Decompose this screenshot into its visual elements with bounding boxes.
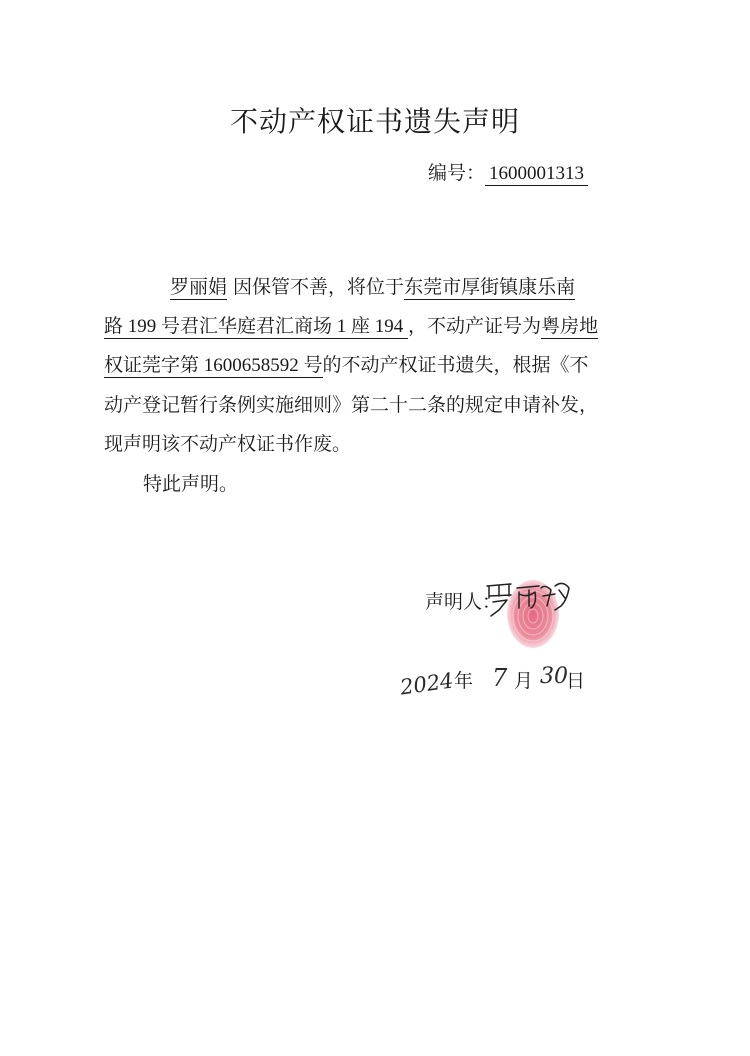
date-day: 30 bbox=[540, 664, 568, 689]
document-number-value: 1600001313 bbox=[485, 163, 588, 186]
closing-statement: 特此声明。 bbox=[143, 473, 239, 495]
body-line-4: 动产登记暂行条例实施细则》第二十二条的规定申请补发， bbox=[104, 394, 599, 416]
date-month-char: 月 bbox=[514, 670, 534, 692]
date-year: 2024 bbox=[398, 668, 455, 700]
date-month: 7 bbox=[492, 664, 508, 692]
handwritten-signature bbox=[481, 576, 576, 621]
date-year-char: 年 bbox=[454, 670, 474, 692]
date-line bbox=[400, 662, 600, 702]
body-text: 因保管不善，将位于 bbox=[227, 276, 405, 298]
property-address: 路 199 号君汇华庭君汇商场 1 座 194 bbox=[104, 315, 409, 337]
date-day-char: 日 bbox=[566, 670, 586, 692]
body-line-1 bbox=[170, 274, 575, 300]
certificate-number: 粤房地 bbox=[541, 315, 599, 337]
body-line-3 bbox=[104, 352, 589, 379]
body-line-5: 现声明该不动产权证书作废。 bbox=[104, 433, 352, 455]
declarant-name: 罗丽娟 bbox=[170, 276, 228, 298]
declarant-label: 声明人： bbox=[425, 591, 502, 613]
document-number-label: 编号： bbox=[428, 162, 486, 184]
property-address: 东莞市厚街镇康乐南 bbox=[404, 276, 576, 298]
document-title: 不动产权证书遗失声明 bbox=[229, 105, 520, 138]
body-text: ，不动产证号为 bbox=[408, 315, 542, 337]
body-text: 的不动产权证书遗失，根据《不 bbox=[322, 354, 589, 376]
certificate-number: 权证莞字第 1600658592 号 bbox=[104, 354, 323, 376]
document-number bbox=[428, 158, 588, 186]
body-line-2 bbox=[104, 313, 598, 340]
